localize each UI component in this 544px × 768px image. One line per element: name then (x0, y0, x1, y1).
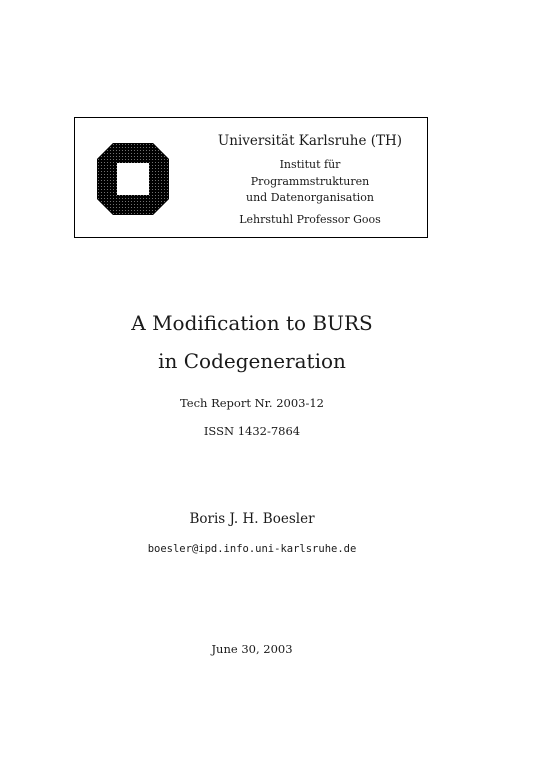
report-number: Tech Report Nr. 2003-12 (179, 396, 324, 410)
institute-line: und Datenorganisation (245, 191, 375, 204)
publication-date: June 30, 2003 (211, 642, 293, 656)
author-name: Boris J. H. Boesler (189, 511, 315, 527)
university-logo-icon (97, 143, 169, 215)
author-email: boesler@ipd.info.uni-karlsruhe.de (147, 543, 357, 555)
issn: ISSN 1432-7864 (203, 424, 301, 438)
institute-line: Institut für (279, 158, 341, 171)
institute-line: Programmstrukturen (250, 175, 370, 188)
institution-header-box (74, 117, 428, 238)
title-line-1: A Modification to BURS (131, 311, 373, 335)
chair-name: Lehrstuhl Professor Goos (239, 213, 381, 226)
university-name: Universität Karlsruhe (TH) (217, 133, 403, 149)
title-line-2: in Codegeneration (158, 349, 346, 373)
